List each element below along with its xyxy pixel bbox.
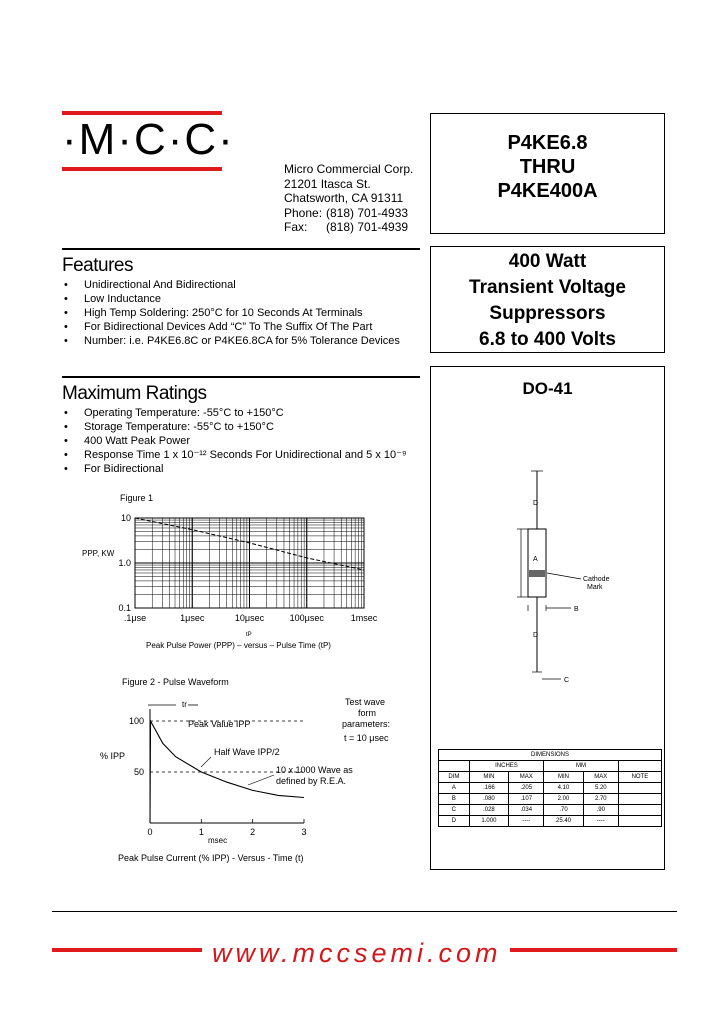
table-row: A .166 .205 4.10 5.20 xyxy=(439,783,662,794)
dim-d-top-label: D xyxy=(533,500,539,507)
features-heading: Features xyxy=(62,255,133,276)
part-number-from: P4KE6.8 xyxy=(507,132,588,154)
part-number-box xyxy=(430,113,665,234)
company-phone: Phone: (818) 701-4933 xyxy=(284,205,409,220)
figure1-ytick-label: 10 xyxy=(120,513,131,523)
company-street: 21201 Itasca St. xyxy=(284,176,371,191)
company-fax: Fax: (818) 701-4939 xyxy=(284,220,409,234)
figure1-ytick-label: 0.1 xyxy=(118,603,131,613)
list-item: • High Temp Soldering: 250°C for 10 Seconds At Terminals xyxy=(64,306,424,320)
list-item: • Low Inductance xyxy=(64,292,424,306)
table-row: B .080 .107 2.00 2.70 xyxy=(439,794,662,805)
dim-c-label: C xyxy=(564,677,570,684)
figure2-tr-label: tr xyxy=(182,700,187,709)
figure1-xtick-label: .1μse xyxy=(123,613,147,623)
footer-url: www.mccsemi.com xyxy=(212,938,502,968)
diode-outline-drawing xyxy=(431,457,664,787)
dim-b-label: B xyxy=(574,606,579,613)
ratings-heading: Maximum Ratings xyxy=(62,383,207,404)
features-list xyxy=(64,278,424,348)
cathode-mark-label: Mark xyxy=(587,584,603,591)
figure2-ytick-label: 100 xyxy=(128,716,144,726)
part-number-to: P4KE400A xyxy=(497,180,598,202)
list-item: • Response Time 1 x 10⁻¹² Seconds For Unidirectional and 5 x 10⁻⁹ xyxy=(64,448,424,462)
desc-voltage: 6.8 to 400 Volts xyxy=(479,329,616,350)
figure2-xtick-label: 1 xyxy=(198,827,204,837)
package-title: DO-41 xyxy=(522,379,573,398)
figure2-test-2: form xyxy=(358,708,376,718)
table-row: C .028 .034 .70 .90 xyxy=(439,805,662,816)
col-mm-max: MAX xyxy=(583,772,618,783)
ratings-list xyxy=(64,406,424,476)
company-logo: ·M·C·C· xyxy=(62,115,235,164)
figure1-title: Figure 1 xyxy=(120,493,154,503)
col-in-min: MIN xyxy=(469,772,508,783)
figure2-xunit: msec xyxy=(208,836,228,845)
figure1-xtick-label: 100μsec xyxy=(289,613,324,623)
figure2-ytick-label: 50 xyxy=(133,767,144,777)
footer-right-bar xyxy=(510,948,677,952)
footer-left-bar xyxy=(52,948,202,952)
figure1-xtick-label: 10μsec xyxy=(234,613,265,623)
figure2-title: Figure 2 - Pulse Waveform xyxy=(122,677,229,687)
figure2-test-4: t = 10 μsec xyxy=(344,733,389,743)
ratings-rule xyxy=(62,376,420,378)
figure2-xtick-label: 3 xyxy=(301,827,307,837)
figure2-wave-label-2: defined by R.E.A. xyxy=(276,776,347,786)
figure1-xtick-label: 1msec xyxy=(350,613,378,623)
dimensions-title: DIMENSIONS xyxy=(439,750,662,761)
company-address xyxy=(284,162,413,235)
desc-power: 400 Watt xyxy=(508,251,587,272)
figure1-xsub: tP xyxy=(246,632,252,638)
list-item: • 400 Watt Peak Power xyxy=(64,434,424,448)
inches-header: INCHES xyxy=(469,761,544,772)
col-in-max: MAX xyxy=(509,772,544,783)
part-number-thru: THRU xyxy=(519,156,576,178)
desc-type-2: Suppressors xyxy=(489,303,606,324)
list-item: • Operating Temperature: -55°C to +150°C xyxy=(64,406,424,420)
list-item-continuation: • Number: i.e. P4KE6.8C or P4KE6.8CA for 5% Tolerance Devices xyxy=(64,334,424,348)
figure1-ytick-label: 1.0 xyxy=(118,558,131,568)
figure2-peak-label: Peak Value IPP xyxy=(188,719,251,729)
dim-d-bottom-label: D xyxy=(533,632,539,639)
figure2-ylabel: % IPP xyxy=(100,751,126,761)
mm-header: MM xyxy=(544,761,619,772)
figure2-xtick-label: 0 xyxy=(147,827,153,837)
col-note: NOTE xyxy=(618,772,661,783)
list-item: • For Bidirectional Devices Add “C” To The Suffix Of The Part xyxy=(64,320,424,334)
list-item: • Unidirectional And Bidirectional xyxy=(64,278,424,292)
description-box xyxy=(430,246,665,353)
figure2-half-label: Half Wave IPP/2 xyxy=(214,747,280,757)
figure1-chart xyxy=(80,490,380,655)
figure1-ylabel: PPP, KW xyxy=(82,549,115,558)
features-rule xyxy=(62,248,420,250)
dimensions-table xyxy=(438,749,662,827)
company-city: Chatsworth, CA 91311 xyxy=(284,191,404,205)
figure1-xtick-label: 1μsec xyxy=(180,613,205,623)
figure2-test-1: Test wave xyxy=(345,697,386,707)
desc-type: Transient Voltage xyxy=(469,277,626,298)
footer-rule xyxy=(52,911,677,912)
figure2-caption: Peak Pulse Current (% IPP) - Versus - Time (t) xyxy=(118,853,304,863)
table-row: D 1.000 ---- 25.40 ---- xyxy=(439,816,662,827)
col-dim: DIM xyxy=(439,772,470,783)
list-item-continuation: • For Bidirectional xyxy=(64,462,424,476)
company-name: Micro Commercial Corp. xyxy=(284,162,414,176)
logo-bottom-bar xyxy=(62,167,222,171)
figure2-chart xyxy=(98,675,398,865)
figure2-xtick-label: 2 xyxy=(250,827,256,837)
col-mm-min: MIN xyxy=(544,772,583,783)
list-item: • Storage Temperature: -55°C to +150°C xyxy=(64,420,424,434)
dim-a-label: A xyxy=(533,556,538,563)
cathode-label: Cathode xyxy=(583,576,610,583)
figure1-caption: Peak Pulse Power (PPP) – versus – Pulse Time (tP) xyxy=(146,641,331,650)
package-box xyxy=(430,366,665,870)
figure2-test-3: parameters: xyxy=(342,719,391,729)
figure2-wave-label-1: 10 x 1000 Wave as xyxy=(276,765,353,775)
